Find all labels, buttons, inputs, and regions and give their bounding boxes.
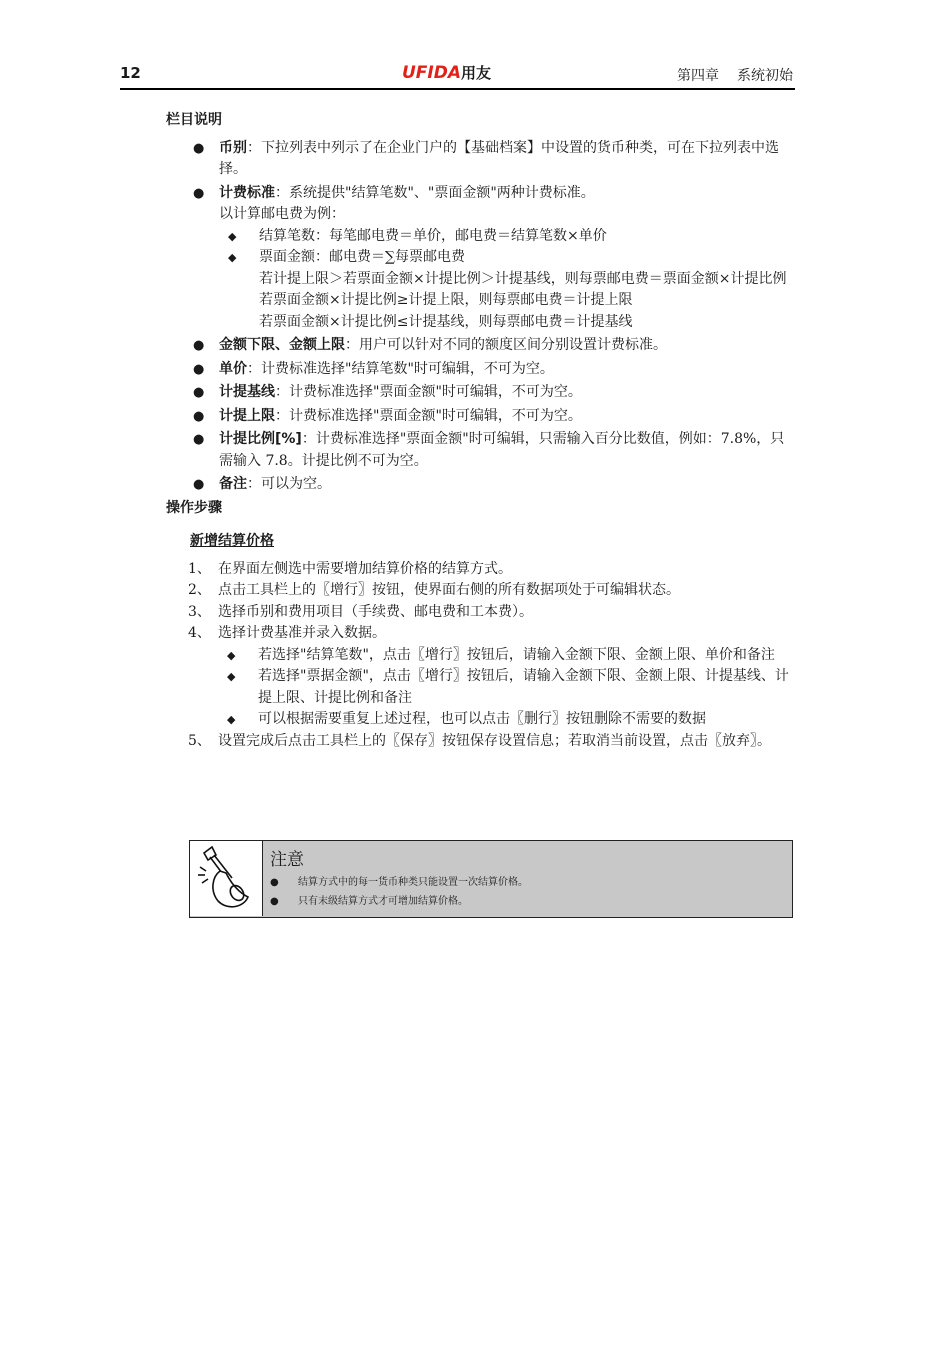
list-item: ● 计提比例[%]：计费标准选择"票面金额"时可编辑，只需输入百分比数值，例如：7.8%，只需输入 7.8。计提比例不可为空。 <box>193 431 785 469</box>
bullet-icon: ● <box>193 338 205 353</box>
bullet-icon: ● <box>193 185 205 201</box>
list-item: ● 计提上限：计费标准选择"票面金额"时可编辑，不可为空。 <box>219 406 796 428</box>
note-box <box>189 840 793 918</box>
section-title-steps: 操作步骤 <box>166 499 222 516</box>
bullet-icon: ● <box>270 877 279 888</box>
sub-list-item: ◆ 可以根据需要重复上述过程，也可以点击〖删行〗按钮删除不需要的数据 <box>258 709 796 731</box>
diamond-icon: ◆ <box>227 670 236 683</box>
sub-list-item: ◆ 结算笔数：每笔邮电费＝单价，邮电费＝结算笔数×单价 <box>259 226 796 248</box>
step-item: 5、 设置完成后点击工具栏上的〖保存〗按钮保存设置信息；若取消当前设置，点击〖放弃〗。 <box>188 732 771 749</box>
list-item: ● 计提基线：计费标准选择"票面金额"时可编辑，不可为空。 <box>219 382 796 404</box>
note-items <box>270 873 528 911</box>
logo-cn: 用友 <box>461 64 492 82</box>
step-item: 4、 选择计费基准并录入数据。 <box>188 625 386 641</box>
step-item: 2、 点击工具栏上的〖增行〗按钮，使界面右侧的所有数据项处于可编辑状态。 <box>188 582 680 598</box>
step-list <box>188 559 796 753</box>
bullet-icon: ● <box>193 477 205 492</box>
diamond-icon: ◆ <box>227 648 236 662</box>
sub-list-item: ◆ 票面金额：邮电费＝∑每票邮电费 若计提上限＞若票面金额×计提比例＞计提基线，则每票邮电费＝票面金额×计提比例 若票面金额×计提比例≥计提上限，则每票邮电费＝计提上限 若票面金额×计提比例≤计提基线，则每票邮电费＝计提基线 <box>228 249 787 330</box>
list-item: ● 单价：计费标准选择"结算笔数"时可编辑，不可为空。 <box>219 359 796 381</box>
diamond-icon: ◆ <box>228 229 237 243</box>
bullet-icon: ● <box>193 408 205 424</box>
subsection-title: 新增结算价格 <box>190 533 274 549</box>
bell-icon-graphic <box>190 841 260 915</box>
field-list <box>166 138 796 496</box>
step-sub-list <box>188 645 796 731</box>
note-item: ● 只有末级结算方式才可增加结算价格。 <box>270 892 528 911</box>
bullet-icon: ● <box>270 896 279 907</box>
note-item: ● 结算方式中的每一货币种类只能设置一次结算价格。 <box>270 873 528 892</box>
page-number: 12 <box>120 64 141 82</box>
ufida-logo <box>402 62 491 83</box>
chapter-title: 系统初始 <box>737 68 793 84</box>
bell-icon <box>190 841 263 916</box>
bullet-icon: ● <box>193 361 205 377</box>
chapter-heading <box>677 65 793 85</box>
chapter-number: 第四章 <box>677 68 719 84</box>
sub-list-item: ◆ 若选择"结算笔数"，点击〖增行〗按钮后，请输入金额下限、金额上限、单价和备注 <box>258 645 796 667</box>
diamond-icon: ◆ <box>228 251 237 264</box>
list-item: ● 计费标准：系统提供"结算笔数"、"票面金额"两种计费标准。 以计算邮电费为例： ◆ 结算笔数：每笔邮电费＝单价，邮电费＝结算笔数×单价 ◆ 票面金额：邮电费＝∑每票邮电费 若计提上限＞若票面金额×计提比例＞计提基线，则每票邮电费＝票面金额×计提比例 若票面金额×计提比例≥计提上限，则每票邮电费＝计提上限 若票面金额×计提比例≤计提基线，则每票邮电费＝计提基线 <box>219 183 796 334</box>
list-item: ● 备注：可以为空。 <box>219 474 796 496</box>
example-intro: 以计算邮电费为例： <box>219 206 345 222</box>
list-item: ● 币别：下拉列表中列示了在企业门户的【基础档案】中设置的货币种类，可在下拉列表中选择。 <box>193 139 779 177</box>
section-title-fields: 栏目说明 <box>166 112 222 128</box>
bullet-icon: ● <box>193 432 205 447</box>
page-content <box>166 110 796 752</box>
bullet-icon: ● <box>193 385 205 400</box>
sub-list-item: ◆ 若选择"票据金额"，点击〖增行〗按钮后，请输入金额下限、金额上限、计提基线、计提上限、计提比例和备注 <box>227 668 789 706</box>
diamond-icon: ◆ <box>227 713 236 726</box>
note-title: 注意 <box>270 850 304 870</box>
sub-list <box>219 226 796 334</box>
page-header <box>120 64 795 90</box>
logo-brand: UFIDA <box>402 63 462 83</box>
bullet-icon: ● <box>193 140 205 156</box>
list-item: ● 金额下限、金额上限：用户可以针对不同的额度区间分别设置计费标准。 <box>219 335 796 357</box>
step-item: 1、 在界面左侧选中需要增加结算价格的结算方式。 <box>188 560 512 577</box>
step-item: 3、 选择币别和费用项目（手续费、邮电费和工本费）。 <box>188 603 533 620</box>
